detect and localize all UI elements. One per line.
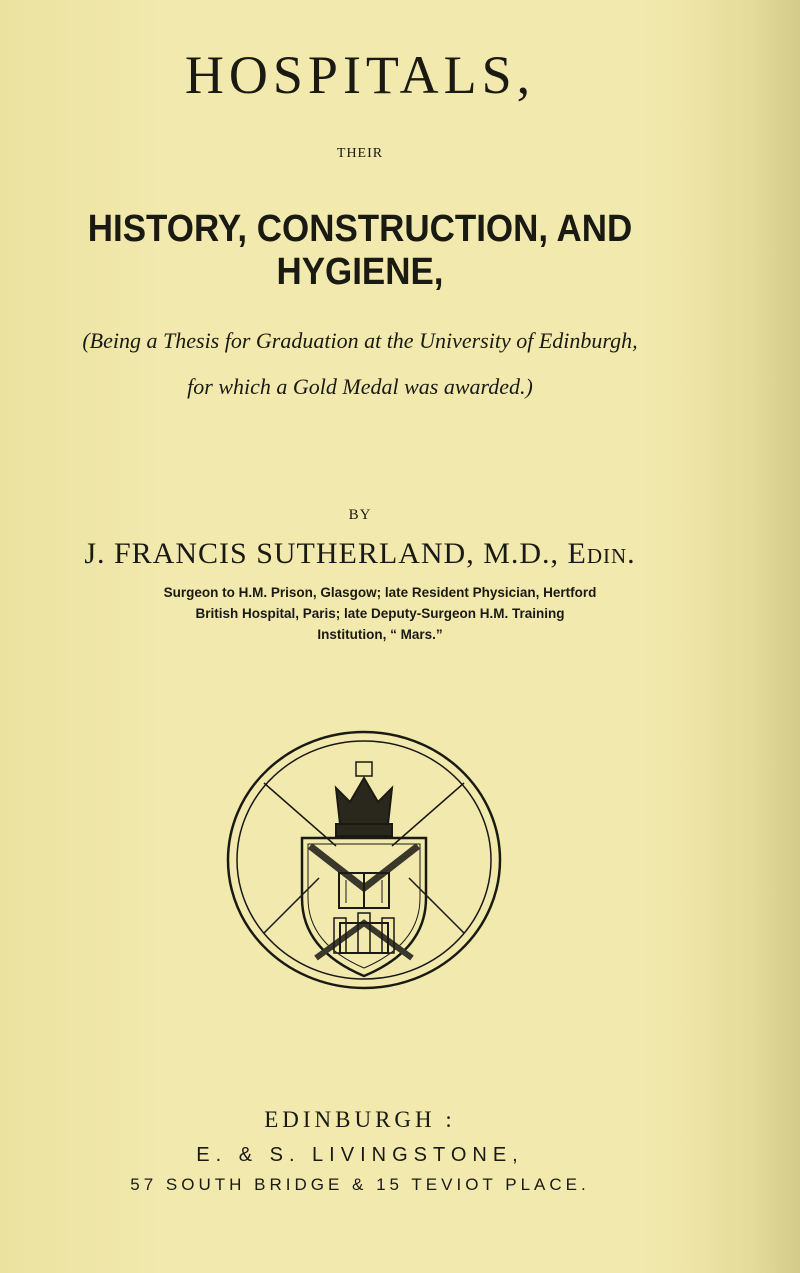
book-subtitle: HISTORY, CONSTRUCTION, AND HYGIENE, — [87, 208, 633, 293]
university-crest-icon — [224, 728, 504, 993]
by-label: BY — [348, 507, 372, 523]
their-word: THEIR — [336, 146, 384, 161]
author-name: J. FRANCIS SUTHERLAND, M.D., — [84, 537, 560, 570]
book-title: HOSPITALS, — [184, 45, 536, 105]
page-edge-shadow — [680, 0, 800, 1273]
thesis-note — [0, 318, 720, 410]
author — [0, 537, 720, 571]
credentials-line-3: Institution, “ Mars.” — [317, 627, 443, 642]
imprint-city: EDINBURGH : — [264, 1107, 456, 1132]
credentials-line-1: Surgeon to H.M. Prison, Glasgow; late Resident Physician, Hertford — [163, 585, 597, 600]
imprint-publisher: E. & S. LIVINGSTONE, — [196, 1144, 524, 1166]
credentials-line-2: British Hospital, Paris; late Deputy-Surgeon H.M. Training — [195, 606, 565, 621]
author-degree: Edin. — [567, 537, 636, 570]
thesis-note-line-1: (Being a Thesis for Graduation at the University of Edinburgh, — [82, 328, 638, 353]
imprint-address: 57 SOUTH BRIDGE & 15 TEVIOT PLACE. — [130, 1175, 590, 1194]
author-credentials — [150, 582, 610, 645]
thesis-note-line-2: for which a Gold Medal was awarded.) — [187, 374, 533, 399]
